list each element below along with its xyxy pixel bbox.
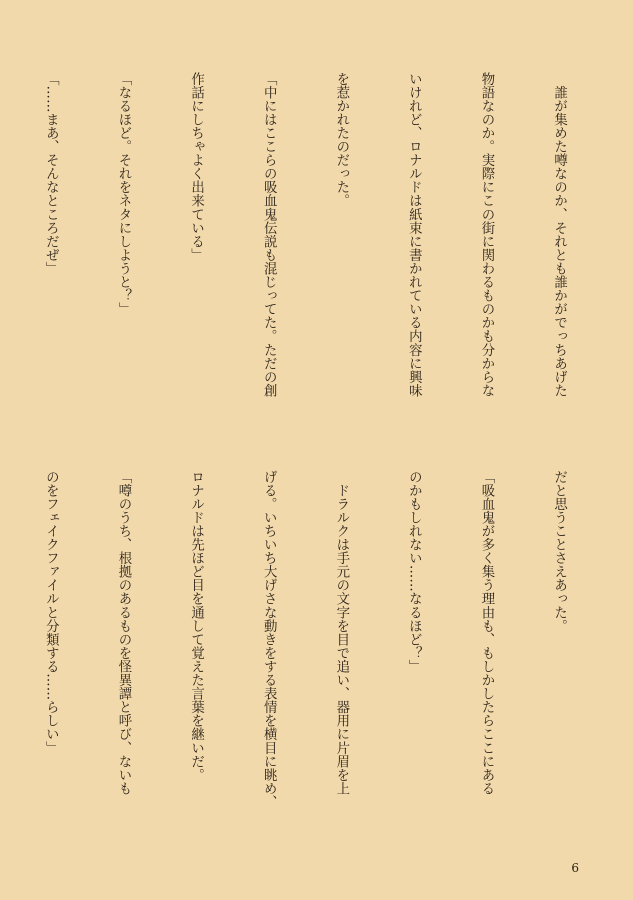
lower-text-block bbox=[0, 470, 619, 809]
text-line: だと思うことさえあった。 bbox=[551, 470, 567, 633]
text-line: のをフェイクファイルと分類する……らしい」 bbox=[43, 470, 59, 755]
text-line: 「……まあ、そんなところだぜ」 bbox=[43, 72, 59, 276]
text-line: 「なるほど。それをネタにしようと？」 bbox=[115, 72, 131, 316]
text-line: を惹かれたのだった。 bbox=[333, 72, 349, 208]
page-number: 6 bbox=[571, 861, 579, 875]
text-line: 誰が集めた噂なのか、それとも誰かがでっちあげた bbox=[551, 72, 567, 398]
text-line: 「噂のうち、根拠のあるものを怪異譚と呼び、ないも bbox=[115, 470, 131, 796]
text-line: いけれど、ロナルドは紙束に書かれている内容に興味 bbox=[406, 72, 422, 398]
text-line: ロナルドは先ほど目を通して覚えた言葉を継いだ。 bbox=[188, 470, 204, 782]
text-line: げる。いちいち大げさな動きをする表情を横目に眺め、 bbox=[261, 470, 277, 809]
text-line: のかもしれない……なるほど？」 bbox=[406, 470, 422, 674]
upper-text-block bbox=[0, 72, 619, 452]
text-line: 「中にはここらの吸血鬼伝説も混じってた。ただの創 bbox=[261, 72, 277, 398]
text-line: 物語なのか。実際にこの街に関わるものかも分からな bbox=[478, 72, 494, 398]
text-line: 作話にしちゃよく出来ている」 bbox=[188, 72, 204, 262]
text-line: 「吸血鬼が多く集う理由も、もしかしたらここにある bbox=[478, 470, 494, 796]
text-line: ドラルクは手元の文字を目で追い、器用に片眉を上 bbox=[333, 470, 349, 796]
